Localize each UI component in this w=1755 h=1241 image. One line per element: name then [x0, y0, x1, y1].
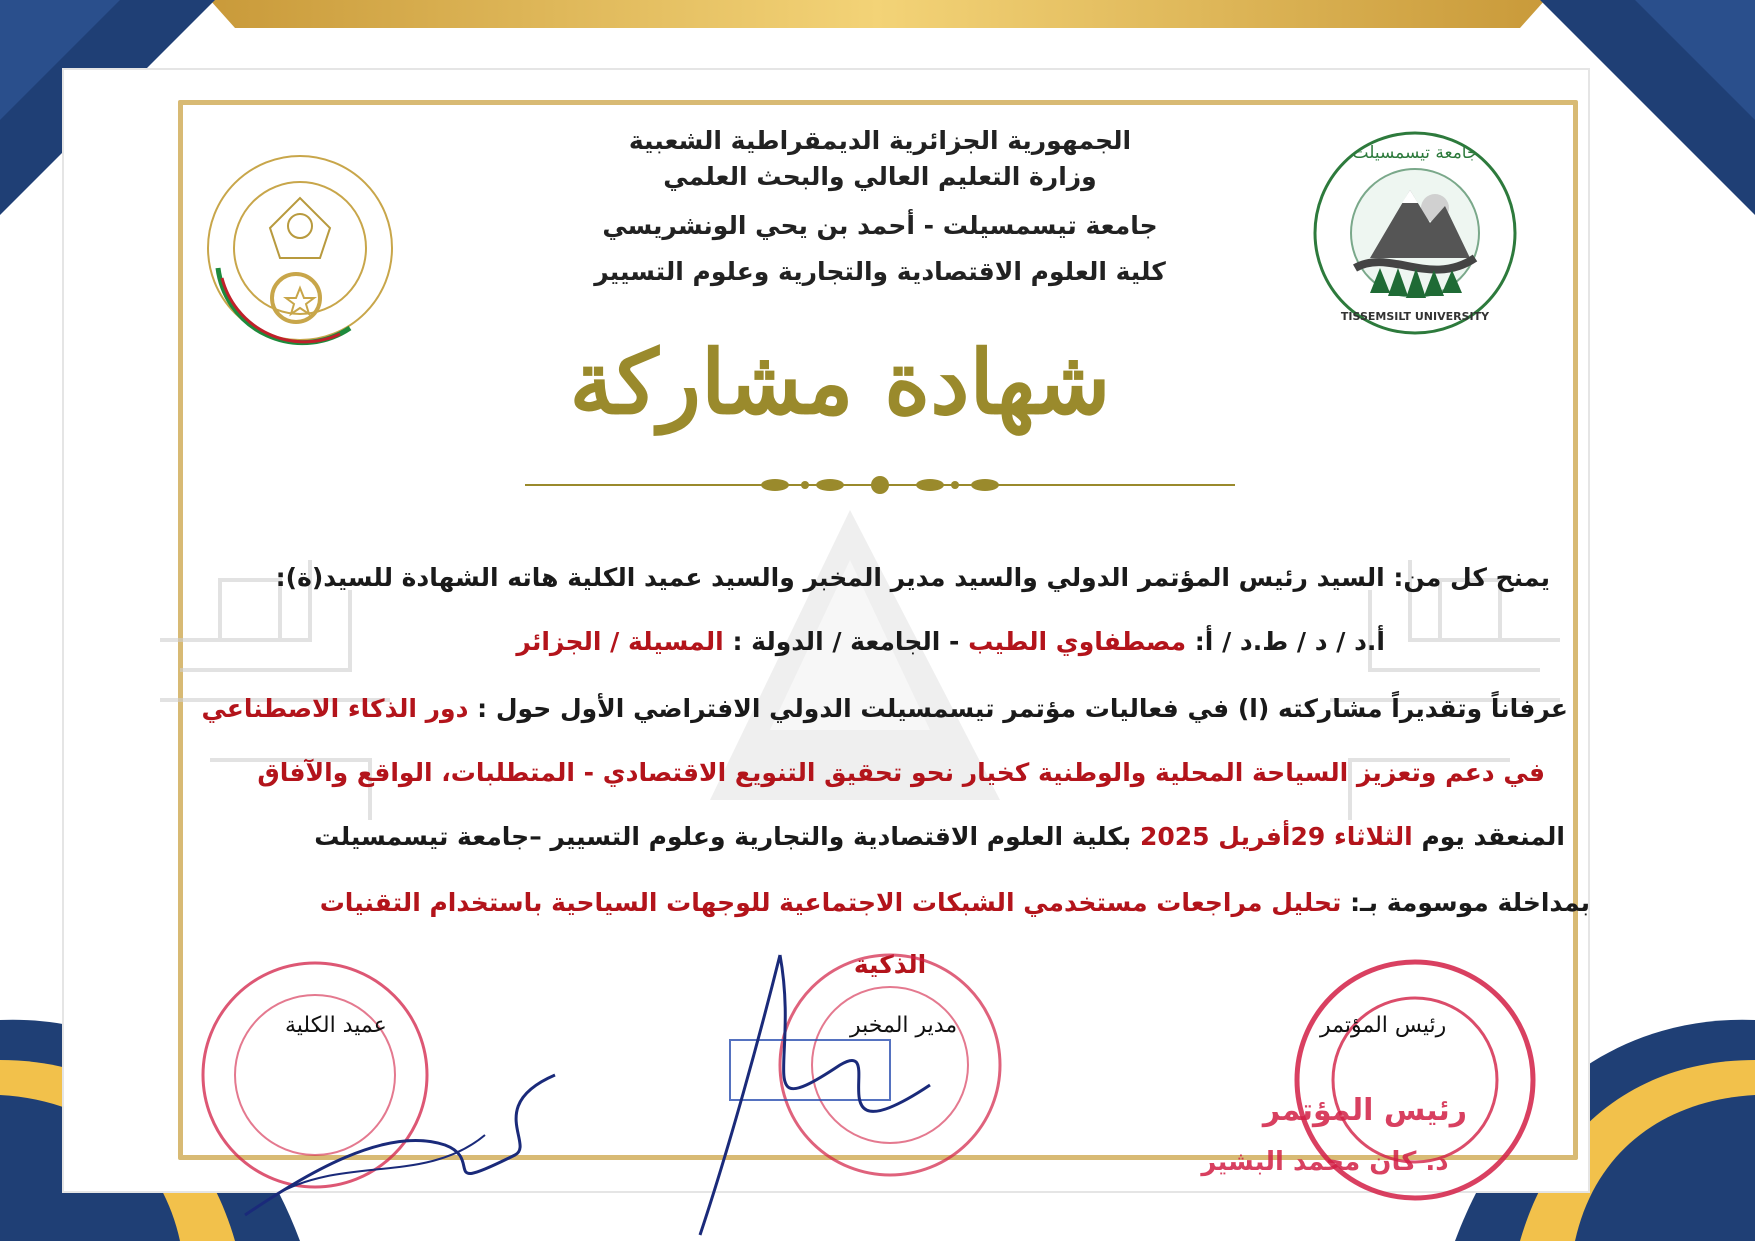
- certificate-title: شهادة مشاركة: [569, 330, 1111, 434]
- event-day: الثلاثاء: [1334, 822, 1413, 851]
- chair-name: د. كان محمد البشير: [1201, 1147, 1449, 1177]
- header-line-university: جامعة تيسمسيلت - أحمد بن يحي الونشريسي: [602, 211, 1158, 240]
- header-line-faculty: كلية العلوم الاقتصادية والتجارية وعلوم التسيير: [594, 257, 1166, 286]
- venue-text: بكلية العلوم الاقتصادية والتجارية وعلوم التسيير –جامعة تيسمسيلت: [314, 822, 1132, 851]
- recipient-title-prefix: أ.د / د / ط.د / أ:: [1194, 627, 1385, 656]
- dean-label: عميد الكلية: [285, 1013, 387, 1038]
- header-line-republic: الجمهورية الجزائرية الديمقراطية الشعبية: [628, 126, 1132, 155]
- university-country-label: - الجامعة / الدولة :: [732, 627, 960, 656]
- top-gold-band: [210, 0, 1545, 28]
- ministry-emblem: [200, 148, 400, 348]
- chair-stamp-text: رئيس المؤتمر: [1262, 1093, 1468, 1128]
- dean-stamp: [185, 955, 565, 1240]
- body-grant-line: يمنح كل من: السيد رئيس المؤتمر الدولي والسيد مدير المخبر والسيد عميد الكلية هاته الشهادة للسيد(ة):: [275, 563, 1550, 592]
- conference-topic-b: في دعم وتعزيز السياحة المحلية والوطنية كخيار نحو تحقيق التنويع الاقتصادي - المتطلبات، الواقع والآفاق: [257, 758, 1545, 787]
- university-seal-english: TISSEMSILT UNIVERSITY: [1340, 310, 1490, 323]
- body-paper-line: [320, 888, 1590, 917]
- header-line-ministry: وزارة التعليم العالي والبحث العلمي: [663, 162, 1097, 191]
- recipient-name: مصطفاوي الطيب: [968, 627, 1187, 656]
- chair-label: رئيس المؤتمر: [1320, 1013, 1447, 1038]
- university-emblem: [1310, 128, 1520, 338]
- body-conference-line: [202, 694, 1569, 723]
- held-on-label: المنعقد يوم: [1421, 822, 1565, 851]
- conference-intro: عرفاناً وتقديراً مشاركته (ا) في فعاليات مؤتمر تيسمسيلت الدولي الافتراضي الأول حول :: [477, 694, 1568, 723]
- event-date: 29أفريل 2025: [1140, 822, 1326, 851]
- chair-stamp: [1125, 950, 1555, 1241]
- conference-topic-a: دور الذكاء الاصطناعي: [201, 694, 469, 723]
- lab-director-label: مدير المخبر: [850, 1013, 958, 1038]
- title-ornament: [525, 470, 1235, 500]
- paper-intro: بمداخلة موسومة بـ:: [1350, 888, 1590, 917]
- lab-director-stamp: [690, 945, 1060, 1241]
- recipient-location: المسيلة / الجزائر: [516, 627, 724, 656]
- body-date-line: [314, 822, 1565, 851]
- body-recipient-line: [516, 627, 1385, 656]
- university-seal-arabic: جامعة تيسمسيلت: [1352, 143, 1478, 163]
- paper-title-a: تحليل مراجعات مستخدمي الشبكات الاجتماعية للوجهات السياحية باستخدام التقنيات: [319, 888, 1342, 917]
- paper-title-b: الذكية: [853, 950, 927, 979]
